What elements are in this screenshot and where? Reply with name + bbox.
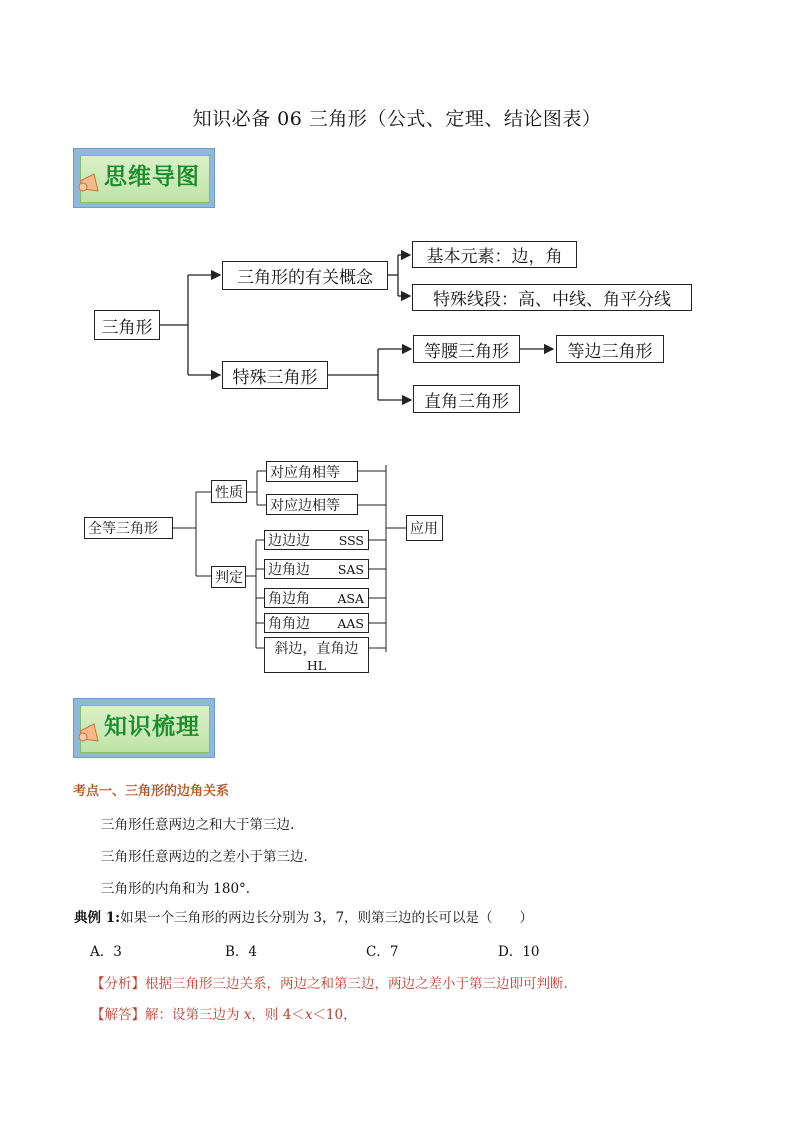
asa-code: ASA [337,590,364,606]
node-hl [264,637,369,673]
section-heading: 考点一、三角形的边角关系 [73,784,230,799]
node-triangle: 三角形 [94,310,160,340]
aas-cn: 角角边 [268,616,310,632]
page-title: 知识必备 06 三角形（公式、定理、结论图表） [192,108,602,130]
node-special-triangles: 特殊三角形 [222,361,328,389]
node-judge: 判定 [211,566,246,588]
rule-difference: 三角形任意两边的之差小于第三边. [101,849,308,865]
node-aas [264,613,369,633]
option-a: A．3 [90,944,122,960]
rule-angle-sum: 三角形的内角和为 180°． [101,881,260,897]
node-basic-elements: 基本元素：边，角 [412,241,577,268]
example-label: 典例 1: [74,910,121,926]
hl-code: HL [306,657,327,673]
node-property: 性质 [211,480,247,503]
option-b: B．4 [225,944,258,960]
node-asa [264,588,369,608]
example-text: 如果一个三角形的两边长分别为 3，7，则第三边的长可以是（ ） [120,910,534,926]
aas-code: AAS [337,615,364,631]
answer-var: x [243,1007,252,1023]
node-sas [264,559,369,579]
node-right-triangle: 直角三角形 [413,385,520,413]
example-question [74,906,533,926]
node-apply: 应用 [406,515,443,541]
answer-var-2: x [304,1007,313,1023]
answer-mid: ，则 4＜ [251,1007,305,1023]
knowledge-banner-text: 知识梳理 [104,714,200,740]
node-prop-sides: 对应边相等 [266,494,358,515]
node-sss [264,530,369,550]
answer-prefix: 解：设第三边为 [145,1007,240,1023]
sss-code: SSS [338,532,364,548]
node-special-segments: 特殊线段：高、中线、角平分线 [412,284,692,311]
node-isosceles: 等腰三角形 [413,335,520,363]
hl-cn: 斜边，直角边 [274,640,359,657]
sas-code: SAS [337,561,364,577]
megaphone-icon [76,721,106,747]
node-congruent: 全等三角形 [84,517,173,539]
rule-sum: 三角形任意两边之和大于第三边. [101,817,295,833]
answer-end: ＜10， [312,1007,357,1023]
analysis-text: 根据三角形三边关系，两边之和第三边，两边之差小于第三边即可判断. [145,976,568,992]
sss-cn: 边边边 [268,533,310,549]
sas-cn: 边角边 [268,562,310,578]
node-prop-angles: 对应角相等 [266,461,358,482]
option-c: C．7 [366,944,399,960]
node-equilateral: 等边三角形 [556,335,664,363]
answer [91,1003,357,1023]
mindmap-banner-text: 思维导图 [104,164,200,190]
option-d: D．10 [498,944,540,960]
analysis-tag: 【分析】 [91,976,145,992]
analysis [91,972,568,992]
node-concepts: 三角形的有关概念 [222,261,388,290]
answer-tag: 【解答】 [91,1007,145,1023]
knowledge-banner [73,698,215,758]
asa-cn: 角边角 [268,591,310,607]
